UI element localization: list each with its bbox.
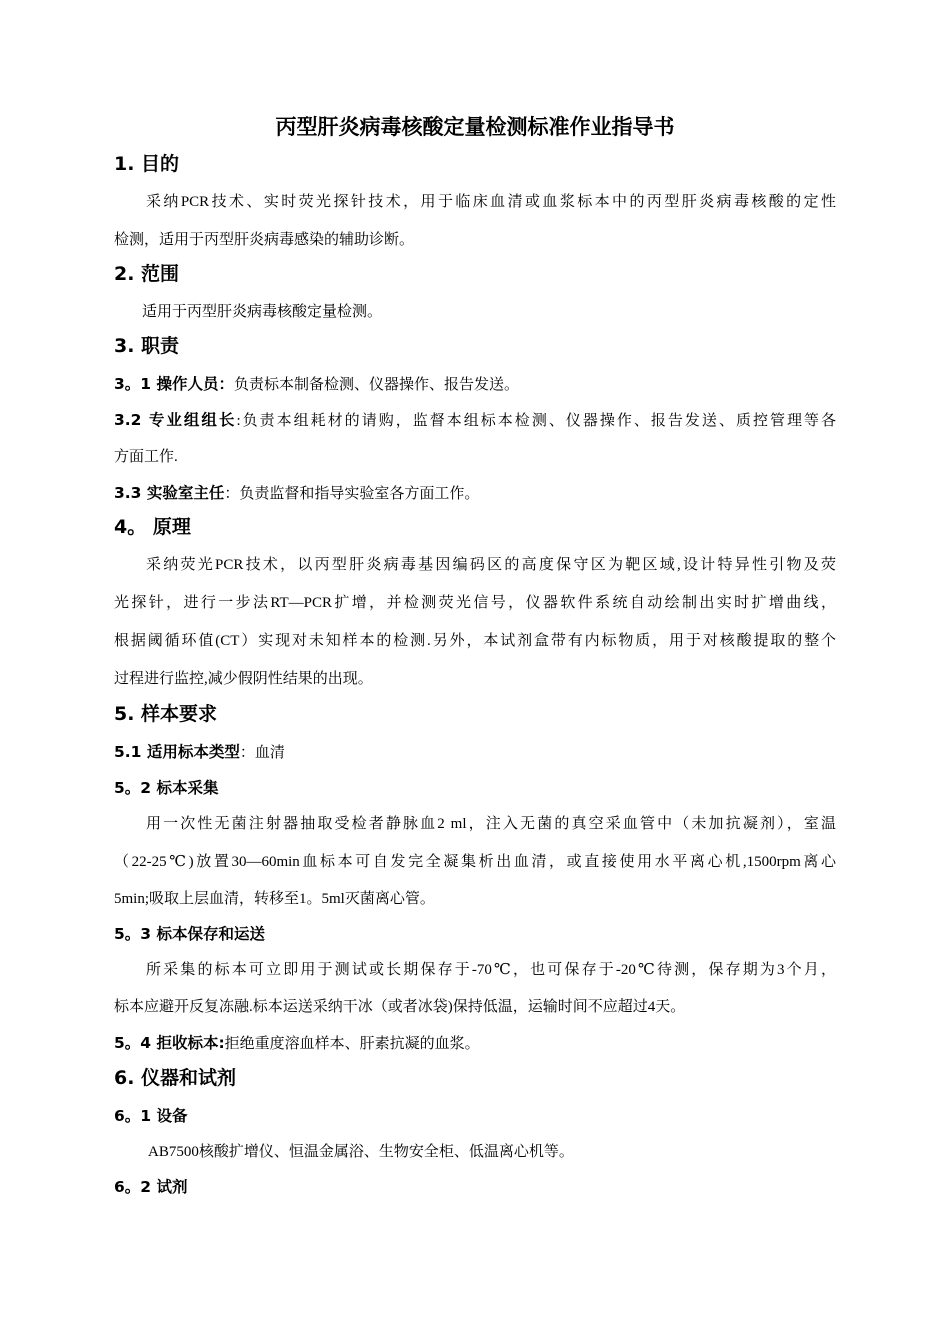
equipment-device-heading: 6。1 设备 [114, 1107, 188, 1125]
collection-line-3: 5min;吸取上层血清，转移至1。5ml灭菌离心管。 [114, 891, 435, 907]
section-principle-heading: 4。 原理 [114, 516, 191, 538]
collection-line-1: 用一次性无菌注射器抽取受检者静脉血2 ml，注入无菌的真空采血管中（未加抗凝剂），室温 [146, 816, 836, 832]
storage-line-1: 所采集的标本可立即用于测试或长期保存于-70℃，也可保存于-20℃待测，保存期为3个月， [146, 962, 836, 978]
storage-line-2: 标本应避开反复冻融.标本运送采纳干冰（或者冰袋)保持低温，运输时间不应超过4天。 [114, 999, 686, 1015]
duty-label: 3.2 专业组组长 [114, 411, 237, 429]
sample-type-value: ：血清 [239, 745, 285, 761]
duty-label: 3.3 实验室主任 [114, 484, 225, 502]
equipment-reagent-heading: 6。2 试剂 [114, 1178, 188, 1196]
section-sample-heading: 5. 样本要求 [114, 703, 218, 725]
section-equipment-heading: 6. 仪器和试剂 [114, 1067, 237, 1089]
principle-line-2: 光探针，进行一步法RT—PCR扩增，并检测荧光信号，仪器软件系统自动绘制出实时扩增曲线， [114, 595, 836, 611]
collection-line-2: （22-25℃)放置30—60min血标本可自发完全凝集析出血清，或直接使用水平离心机,1500rpm离心 [114, 854, 836, 870]
principle-line-3: 根据阈循环值(CT）实现对未知样本的检测.另外，本试剂盒带有内标物质，用于对核酸提取的整个 [114, 633, 836, 649]
sample-storage-heading: 5。3 标本保存和运送 [114, 925, 265, 943]
sample-type-label: 5.1 适用标本类型 [114, 743, 240, 761]
principle-line-4: 过程进行监控,减少假阴性结果的出现。 [114, 671, 373, 687]
duty-label: 3。1 操作人员： [114, 375, 234, 393]
equipment-device-line: AB7500核酸扩增仪、恒温金属浴、生物安全柜、低温离心机等。 [148, 1144, 574, 1160]
sample-reject [114, 1031, 836, 1056]
sample-reject-label: 5。4 拒收标本: [114, 1034, 225, 1052]
sample-type [114, 740, 836, 765]
duty-continuation: 方面工作. [114, 449, 178, 465]
duty-text: ：负责监督和指导实验室各方面工作。 [224, 486, 480, 502]
duty-text: :负责本组耗材的请购，监督本组标本检测、仪器操作、报告发送、质控管理等各 [236, 413, 837, 429]
duty-item-lab-director [114, 481, 836, 506]
document-title: 丙型肝炎病毒核酸定量检测标准作业指导书 [275, 115, 675, 139]
section-purpose-heading: 1. 目的 [114, 153, 180, 175]
section-duties-heading: 3. 职责 [114, 335, 180, 357]
duty-text: 负责标本制备检测、仪器操作、报告发送。 [233, 377, 519, 393]
purpose-line-1: 采纳PCR技术、实时荧光探针技术，用于临床血清或血浆标本中的丙型肝炎病毒核酸的定性 [146, 194, 836, 210]
duty-item-operator [114, 372, 836, 397]
scope-line-1: 适用于丙型肝炎病毒核酸定量检测。 [142, 304, 383, 320]
sample-collection-heading: 5。2 标本采集 [114, 779, 219, 797]
duty-item-group-leader [114, 408, 836, 433]
purpose-line-2: 检测，适用于丙型肝炎病毒感染的辅助诊断。 [114, 232, 415, 248]
principle-line-1: 采纳荧光PCR技术，以丙型肝炎病毒基因编码区的高度保守区为靶区域,设计特异性引物及荧 [146, 557, 836, 573]
section-scope-heading: 2. 范围 [114, 263, 180, 285]
sample-reject-text: 拒绝重度溶血样本、肝素抗凝的血浆。 [224, 1036, 480, 1052]
